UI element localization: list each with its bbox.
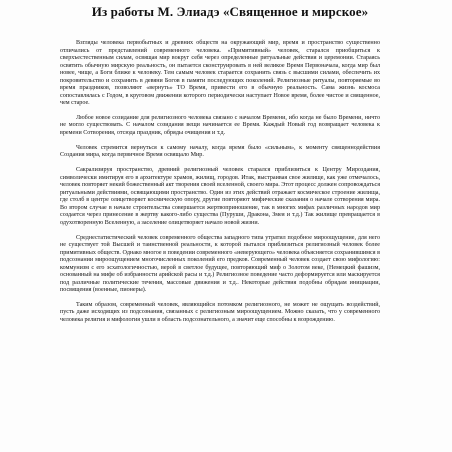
paragraph: Любое новое созидание для религиозного человека связано с началом Времени, ибо когда не было Времени, ничто не могло существовать. С началом созидания вещи начинается ее Время. Каждый Новый год возвращает человека к времени Сотворения, отсюда праздник, обряды очищения и т.д. <box>60 114 380 136</box>
paragraph: Сакрализируя пространство, древний религиозный человек старался приблизиться к Центру Мироздания, символически имитируя его в архитектуре храмов, жилищ, городов. Итак, выстраивая свое жилище, как уже отмечалось, человек повторяет некий божественный акт творения своей вселенной, своего мира. Этот процесс должен сопровождаться ритуальными действиями, освящающими пространство. Один из этих действий отражает космическое строение жилища, где столб в центре олицетворяет космическую опору, другие повторяют мифические сказания о начале сотворения мира. Во втором случае в начале строительства совершается жертвоприношение, так в многих мифах различных народов мир создается через принесение в жертву какого-либо существа (Пуруши, Дракона, Змея и т.д.) Так жилище превращается в одухотворенную Вселенную, а заселение олицетворяет начало новой жизни. <box>60 167 380 226</box>
document-body <box>60 40 380 324</box>
paragraph: Взгляды человека первобытных и древних обществ на окружающий мир, время и пространство существенно отличались от представлений современного человека. «Примитивный» человек, старался приобщиться к сверхъестественным силам, освящая мир вокруг себя через определенные ритуальные действия и церемонии. Стараясь освятить обычную мирскую реальность, он пытается сконструировать в ней великое Время Первоначала, когда мир был новее, чище, а Боги ближе к человеку. Тем самым человек старается сохранить связь с высшими силами, обеспечить их покровительство и сохранить в девяни Богов в памяти последующих поколений. Религиозные ритуалы, повторяемые во время праздников, позволяют «вернуть» ТО Время, привести его в обычную реальность. Сама жизнь космоса сопоставлялась с Годом, в круговом движении которого периодически наступает Новое время, более чистое и священное, чем старое. <box>60 40 380 106</box>
paragraph: Человек стремится вернуться к самому началу, когда время было «сильным», к моменту священнодействия Создания мира, когда первичное Время освящало Мир. <box>60 144 380 159</box>
paragraph: Таким образом, современный человек, являющийся потомком религиозного, не может не ощущать воздействий, пусть даже исходящих из подсознания, связанных с религиозным мироощущением. Можно сказать, что у современного человека религия и мифология ушли в область подсознательного, а значит еще способны к возрождению. <box>60 301 380 323</box>
document-title: Из работы М. Элиадэ «Священное и мирское» <box>91 4 369 19</box>
paragraph: Среднестатистический человек современного общества западного типа утратил подобное мироощущение, для него не существует той Высшей и таинственной реальности, к которой пытался приблизиться религиозный человек более примитивных обществ. Однако многое в поведении современного «неверующего» человека объясняется сохранившимся в подсознании мироощущением многочисленных поколений его предков. Современный человек создает свою мифологию: коммунизм с его эсхатологичностью, верой в светлое будущее, повторяющий миф о Золотом веке, (Немецкий фашизм, основанный на мифе об избранности арийской расы и т.д.) Религиозное поведение часто деформируется или маскируется под различные политические течения, массовые движения и т.д.. Некоторые действия подобны обрядам инициации, посвящения (военные, пионеры). <box>60 234 380 294</box>
